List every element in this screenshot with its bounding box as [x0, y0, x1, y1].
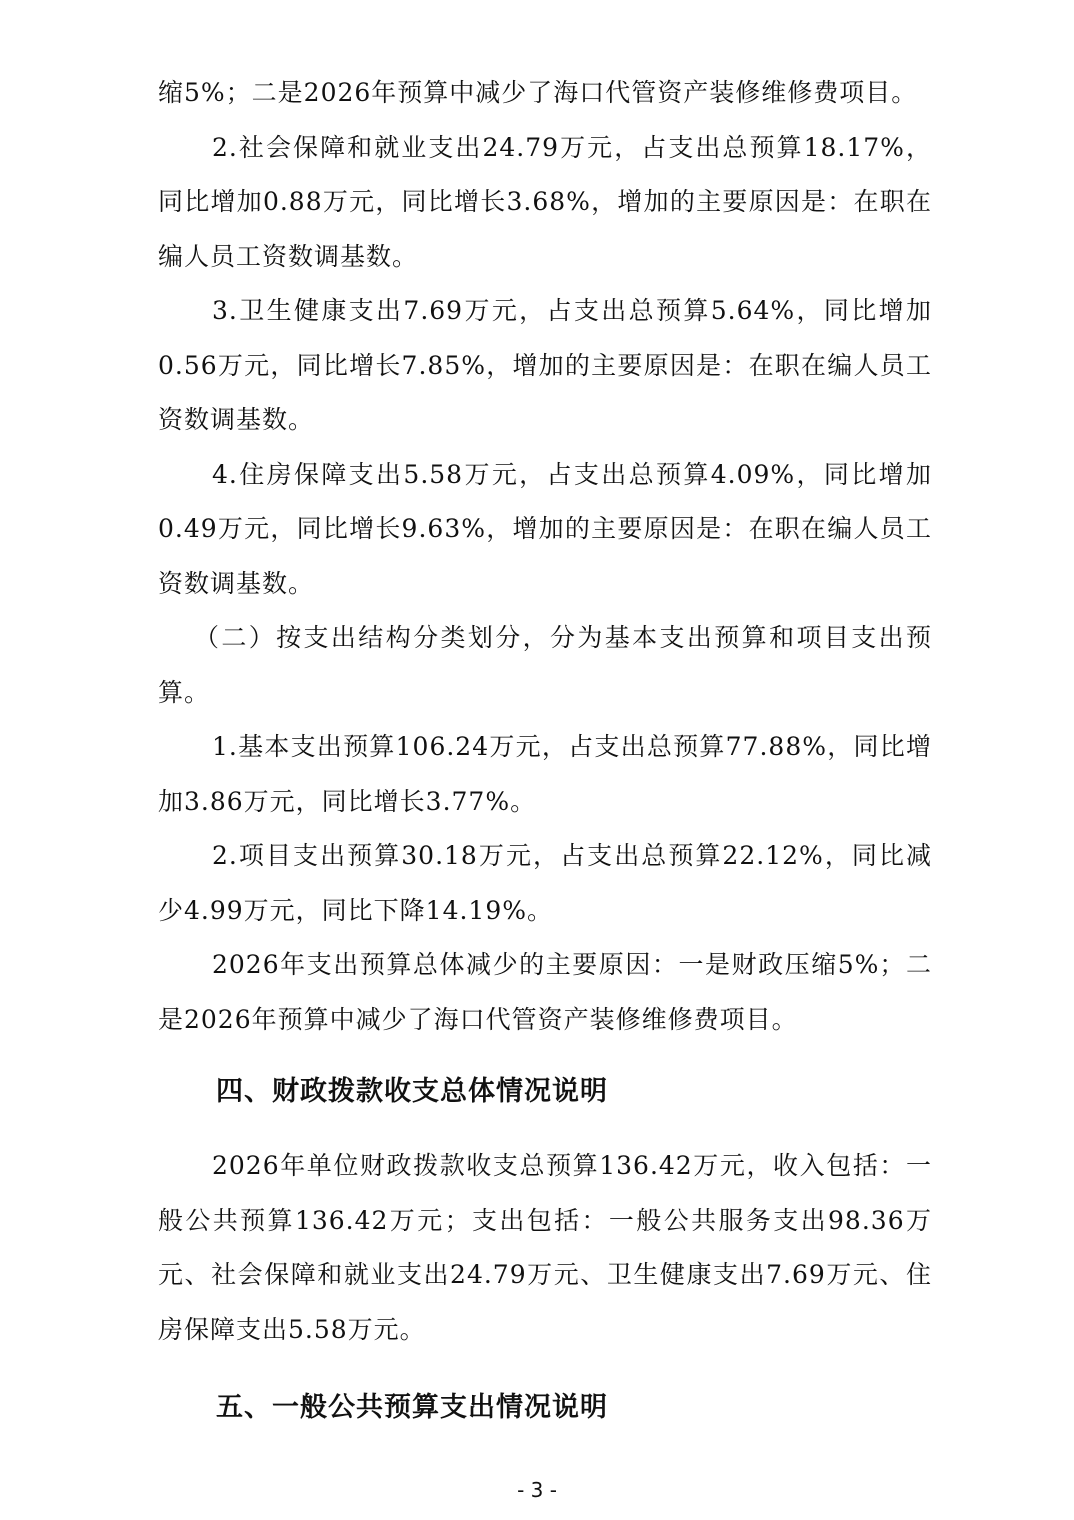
spacer [158, 1119, 932, 1139]
section-heading-four: 四、财政拨款收支总体情况说明 [216, 1076, 608, 1107]
paragraph-fiscal-allocation: 2026年单位财政拨款收支总预算136.42万元，收入包括：一般公共预算136.42万元；支出包括：一般公共服务支出98.36万元、社会保障和就业支出24.79万元、卫生健康支出7.69万元、住房保障支出5.58万元。 [158, 1151, 932, 1344]
paragraph-housing: 4.住房保障支出5.58万元，占支出总预算4.09%，同比增加0.49万元，同比增长9.63%，增加的主要原因是：在职在编人员工资数调基数。 [158, 459, 932, 598]
paragraph-basic-expenditure: 1.基本支出预算106.24万元，占支出总预算77.88%，同比增加3.86万元，同比增长3.77%。 [158, 732, 932, 816]
paragraph-continuation: 缩5%；二是2026年预算中减少了海口代管资产装修维修费项目。 [158, 78, 918, 107]
document-body [158, 66, 932, 1435]
paragraph-health: 3.卫生健康支出7.69万元，占支出总预算5.64%，同比增加0.56万元，同比增长7.85%，增加的主要原因是：在职在编人员工资数调基数。 [158, 296, 932, 434]
spacer [158, 1047, 932, 1065]
paragraph-project-expenditure: 2.项目支出预算30.18万元，占支出总预算22.12%，同比减少4.99万元，同比下降14.19%。 [158, 841, 932, 925]
paragraph-social-security: 2.社会保障和就业支出24.79万元，占支出总预算18.17%，同比增加0.88万元，同比增长3.68%，增加的主要原因是：在职在编人员工资数调基数。 [158, 132, 932, 271]
page-number: - 3 - [517, 1478, 557, 1502]
paragraph-decrease-reason: 2026年支出预算总体减少的主要原因：一是财政压缩5%；二是2026年预算中减少了海口代管资产装修维修费项目。 [158, 950, 932, 1034]
section-heading-five: 五、一般公共预算支出情况说明 [216, 1392, 608, 1423]
paragraph-structure-classification: （二）按支出结构分类划分，分为基本支出预算和项目支出预算。 [158, 623, 932, 707]
spacer [158, 1357, 932, 1381]
